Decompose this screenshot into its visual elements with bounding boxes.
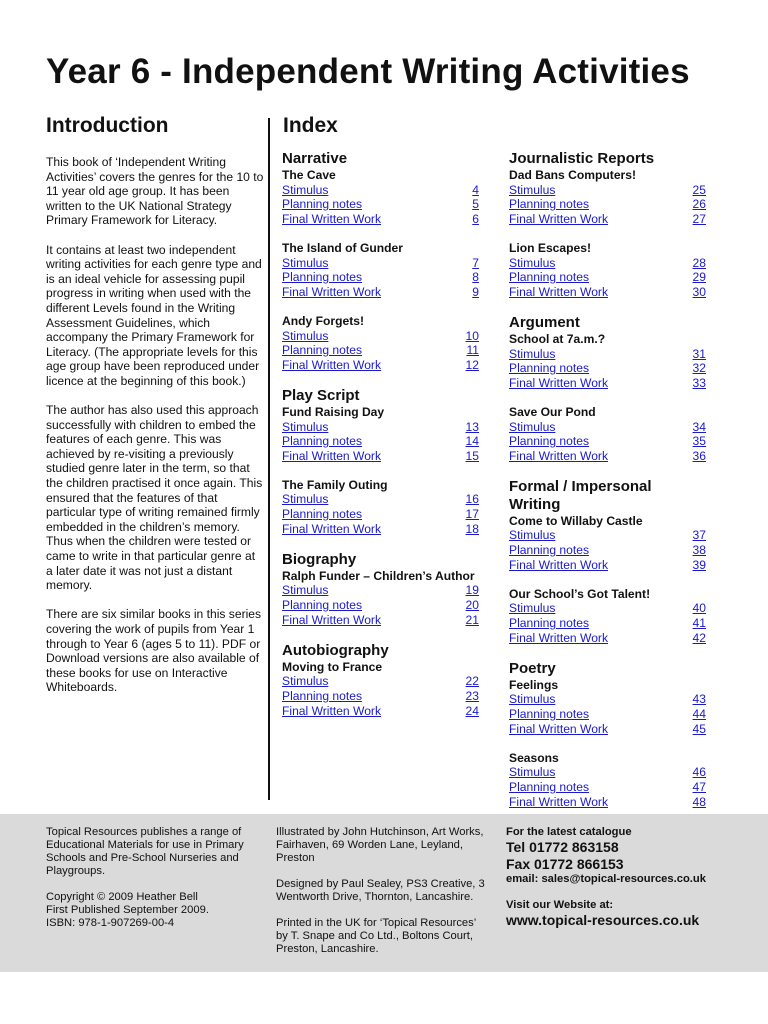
index-entry	[282, 583, 479, 598]
story-title: Dad Bans Computers!	[509, 168, 637, 182]
entry-page-link[interactable]: 33	[692, 375, 706, 390]
index-entry	[509, 285, 706, 300]
story-title: Our School’s Got Talent!	[509, 586, 651, 601]
entry-page-link[interactable]: 5	[472, 197, 479, 212]
index-entry	[509, 256, 706, 271]
entry-link-planning-notes[interactable]: Planning notes	[509, 616, 590, 631]
story-block	[509, 751, 706, 809]
story-title: The Island of Gunder	[282, 240, 403, 255]
index-entry	[509, 631, 706, 646]
entry-page-link[interactable]: 21	[465, 612, 479, 627]
entry-link-stimulus[interactable]: Stimulus	[509, 528, 556, 543]
entry-page-link[interactable]: 13	[465, 419, 479, 434]
index-entry	[509, 765, 706, 780]
story-block	[282, 478, 479, 536]
index-column-left	[282, 150, 479, 733]
story-title: Seasons	[509, 750, 559, 765]
entry-link-stimulus[interactable]: Stimulus	[509, 765, 556, 780]
entry-link-stimulus[interactable]: Stimulus	[282, 419, 329, 434]
index-entry	[282, 358, 479, 373]
intro-paragraph: This book of ‘Independent Writing Activities’ covers the genres for the 10 to 11 year old age group. It has been written to the UK National Strategy Primary Framework for Literacy.	[46, 155, 264, 228]
index-entry	[509, 270, 706, 285]
story-title: Feelings	[509, 677, 559, 692]
entry-page-link[interactable]: 40	[692, 601, 706, 616]
index-entry	[509, 616, 706, 631]
entry-link-final-written-work[interactable]: Final Written Work	[509, 284, 609, 299]
index-entry	[509, 347, 706, 362]
footer-about: Topical Resources publishes a range of Educational Materials for use in Primary Schools and Pre-School Nurseries and Playgroups.	[46, 826, 244, 877]
footer-fax: Fax 01772 866153	[506, 856, 624, 872]
story-block	[509, 241, 706, 299]
entry-page-link[interactable]: 32	[692, 361, 706, 376]
entry-link-planning-notes[interactable]: Planning notes	[509, 361, 590, 376]
entry-link-final-written-work[interactable]: Final Written Work	[282, 357, 382, 372]
footer-tel: Tel 01772 863158	[506, 839, 619, 855]
index-column-right	[509, 150, 706, 824]
entry-link-final-written-work[interactable]: Final Written Work	[282, 284, 382, 299]
story-block	[509, 332, 706, 390]
entry-page-link[interactable]: 30	[692, 284, 706, 299]
footer-isbn: ISBN: 978-1-907269-00-4	[46, 917, 175, 929]
entry-link-stimulus[interactable]: Stimulus	[509, 419, 556, 434]
story-title: The Cave	[282, 168, 336, 182]
story-title: The Family Outing	[282, 477, 388, 492]
story-block	[509, 514, 706, 572]
entry-page-link[interactable]: 37	[692, 528, 706, 543]
footer-website[interactable]: www.topical-resources.co.uk	[506, 912, 700, 928]
index-entry	[509, 197, 706, 212]
entry-page-link[interactable]: 16	[465, 492, 479, 507]
index-entry	[282, 420, 479, 435]
entry-link-final-written-work[interactable]: Final Written Work	[509, 630, 609, 645]
story-title: Come to Willaby Castle	[509, 513, 643, 528]
entry-link-planning-notes[interactable]: Planning notes	[282, 598, 363, 613]
story-block	[282, 241, 479, 299]
entry-link-final-written-work[interactable]: Final Written Work	[509, 448, 609, 463]
entry-page-link[interactable]: 24	[465, 703, 479, 718]
entry-page-link[interactable]: 39	[692, 557, 706, 572]
entry-link-stimulus[interactable]: Stimulus	[282, 328, 329, 343]
entry-page-link[interactable]: 43	[692, 692, 706, 707]
genre-formal-impersonal-writing	[509, 478, 706, 645]
index-entry	[509, 376, 706, 391]
index-entry	[282, 434, 479, 449]
entry-link-stimulus[interactable]: Stimulus	[282, 674, 329, 689]
entry-link-planning-notes[interactable]: Planning notes	[509, 779, 590, 794]
genre-title: Formal / Impersonal Writing	[509, 477, 652, 513]
footer-publisher-info	[46, 826, 258, 930]
entry-link-stimulus[interactable]: Stimulus	[509, 346, 556, 361]
entry-page-link[interactable]: 6	[472, 211, 479, 226]
intro-paragraph: There are six similar books in this series covering the work of pupils from Year 1 through to Year 6 (ages 5 to 11). PDF or Download versions are also available of these books for use on Interactive Whiteboards.	[46, 607, 262, 695]
footer-copyright: Copyright © 2009 Heather Bell	[46, 891, 198, 903]
entry-page-link[interactable]: 19	[465, 583, 479, 598]
index-entry	[282, 507, 479, 522]
entry-page-link[interactable]: 18	[465, 521, 479, 536]
footer-catalogue-label: For the latest catalogue	[506, 826, 632, 838]
entry-page-link[interactable]: 36	[692, 448, 706, 463]
entry-page-link[interactable]: 26	[692, 197, 706, 212]
genre-narrative	[282, 150, 479, 372]
entry-page-link[interactable]: 4	[472, 182, 479, 197]
entry-link-stimulus[interactable]: Stimulus	[282, 492, 329, 507]
footer-printed: Printed in the UK for ‘Topical Resources’ by T. Snape and Co Ltd., Boltons Court, Preston, Lancashire.	[276, 917, 476, 955]
entry-page-link[interactable]: 41	[692, 616, 706, 631]
entry-link-planning-notes[interactable]: Planning notes	[282, 507, 363, 522]
index-entry	[282, 270, 479, 285]
entry-link-planning-notes[interactable]: Planning notes	[282, 343, 363, 358]
entry-page-link[interactable]: 34	[692, 419, 706, 434]
intro-paragraph: The author has also used this approach successfully with children to embed the features of each genre. This was achieved by re-visiting a previously studied genre later in the term, so that the children practised it once again. This ensured that the features of that particular type of writing remained firmly embedded in the children’s memory. Thus when the children were tested or came to write in that particular genre at a later date it was not just a distant memory.	[46, 403, 263, 593]
entry-link-stimulus[interactable]: Stimulus	[282, 583, 329, 598]
entry-link-final-written-work[interactable]: Final Written Work	[282, 612, 382, 627]
column-divider	[268, 118, 270, 800]
story-block	[282, 405, 479, 463]
story-title: Andy Forgets!	[282, 313, 364, 328]
story-title: Save Our Pond	[509, 404, 596, 419]
entry-link-final-written-work[interactable]: Final Written Work	[282, 703, 382, 718]
entry-link-final-written-work[interactable]: Final Written Work	[509, 211, 609, 226]
entry-page-link[interactable]: 15	[465, 448, 479, 463]
entry-page-link[interactable]: 20	[465, 598, 479, 613]
story-title: School at 7a.m.?	[509, 331, 606, 346]
entry-link-stimulus[interactable]: Stimulus	[509, 182, 556, 197]
genre-title: Narrative	[282, 150, 348, 167]
footer-designed: Designed by Paul Sealey, PS3 Creative, 3 Wentworth Drive, Thornton, Lancashire.	[276, 878, 485, 903]
story-block	[282, 168, 479, 226]
genre-title: Biography	[282, 550, 357, 568]
footer	[0, 814, 768, 972]
entry-page-link[interactable]: 38	[692, 543, 706, 558]
genre-play-script	[282, 387, 479, 536]
index-entry	[282, 522, 479, 537]
entry-page-link[interactable]: 25	[692, 182, 706, 197]
index-entry	[509, 722, 706, 737]
index-entry	[509, 795, 706, 810]
entry-link-final-written-work[interactable]: Final Written Work	[282, 448, 382, 463]
entry-page-link[interactable]: 17	[465, 507, 479, 522]
index-entry	[282, 689, 479, 704]
index-entry	[282, 598, 479, 613]
index-entry	[509, 183, 706, 198]
story-block	[282, 314, 479, 372]
genre-title: Autobiography	[282, 641, 389, 659]
page-title: Year 6 - Independent Writing Activities	[46, 52, 690, 91]
index-entry	[282, 197, 479, 212]
entry-link-planning-notes[interactable]: Planning notes	[509, 707, 590, 721]
index-entry	[282, 256, 479, 271]
footer-email[interactable]: email: sales@topical-resources.co.uk	[506, 873, 706, 885]
entry-page-link[interactable]: 28	[692, 255, 706, 270]
entry-link-final-written-work[interactable]: Final Written Work	[509, 557, 609, 572]
index-entry	[282, 285, 479, 300]
genre-title: Poetry	[509, 659, 556, 677]
entry-page-link[interactable]: 31	[692, 346, 706, 361]
index-entry	[509, 449, 706, 464]
index-entry	[509, 780, 706, 795]
introduction-text	[46, 155, 264, 710]
entry-page-link[interactable]: 35	[692, 434, 706, 449]
entry-link-planning-notes[interactable]: Planning notes	[509, 434, 590, 449]
genre-title: Argument	[509, 313, 580, 331]
story-title: Lion Escapes!	[509, 240, 591, 255]
genre-poetry	[509, 660, 706, 809]
story-title: Moving to France	[282, 659, 383, 674]
entry-page-link[interactable]: 10	[465, 328, 479, 343]
entry-link-stimulus[interactable]: Stimulus	[282, 182, 329, 197]
story-title: Fund Raising Day	[282, 404, 385, 419]
story-block	[509, 168, 706, 226]
story-block	[509, 587, 706, 645]
footer-published: First Published September 2009.	[46, 904, 209, 916]
entry-page-link[interactable]: 47	[692, 779, 706, 794]
genre-journalistic-reports	[509, 150, 706, 299]
index-entry	[282, 704, 479, 719]
entry-link-planning-notes[interactable]: Planning notes	[282, 434, 363, 449]
entry-link-stimulus[interactable]: Stimulus	[509, 255, 556, 270]
entry-page-link[interactable]: 12	[465, 357, 479, 372]
index-entry	[509, 707, 706, 722]
index-entry	[509, 434, 706, 449]
index-entry	[509, 558, 706, 573]
index-entry	[509, 528, 706, 543]
entry-page-link[interactable]: 11	[466, 343, 479, 358]
entry-link-stimulus[interactable]: Stimulus	[509, 692, 556, 707]
entry-page-link[interactable]: 45	[692, 721, 706, 736]
entry-page-link[interactable]: 27	[692, 211, 706, 226]
index-entry	[282, 212, 479, 227]
entry-link-planning-notes[interactable]: Planning notes	[282, 270, 363, 285]
entry-page-link[interactable]: 8	[472, 270, 479, 285]
story-block	[282, 569, 479, 627]
index-entry	[282, 343, 479, 358]
story-title: Ralph Funder – Children’s Author	[282, 568, 475, 583]
index-entry	[282, 329, 479, 344]
entry-page-link[interactable]: 23	[465, 689, 479, 703]
index-entry	[282, 613, 479, 628]
story-block	[509, 405, 706, 463]
entry-link-stimulus[interactable]: Stimulus	[509, 601, 556, 616]
entry-link-planning-notes[interactable]: Planning notes	[282, 689, 363, 703]
entry-page-link[interactable]: 46	[692, 765, 706, 780]
index-heading: Index	[283, 114, 338, 137]
entry-link-planning-notes[interactable]: Planning notes	[509, 270, 590, 285]
index-entry	[282, 183, 479, 198]
entry-page-link[interactable]: 14	[465, 434, 479, 449]
index-entry	[509, 543, 706, 558]
entry-link-final-written-work[interactable]: Final Written Work	[509, 375, 609, 390]
footer-illustrated: Illustrated by John Hutchinson, Art Works, Fairhaven, 69 Worden Lane, Leyland, Preston	[276, 826, 484, 864]
story-block	[509, 678, 706, 736]
index-entry	[509, 601, 706, 616]
footer-contact	[506, 826, 756, 929]
genre-title: Play Script	[282, 386, 360, 404]
introduction-heading: Introduction	[46, 114, 169, 137]
entry-page-link[interactable]: 44	[692, 707, 706, 721]
entry-page-link[interactable]: 7	[472, 255, 479, 270]
story-block	[282, 660, 479, 718]
entry-link-final-written-work[interactable]: Final Written Work	[282, 521, 382, 536]
entry-page-link[interactable]: 22	[465, 674, 479, 689]
footer-credits	[276, 826, 490, 969]
index-entry	[509, 692, 706, 707]
genre-autobiography	[282, 642, 479, 718]
entry-page-link[interactable]: 9	[472, 284, 479, 299]
entry-link-final-written-work[interactable]: Final Written Work	[509, 794, 609, 809]
genre-biography	[282, 551, 479, 627]
index-entry	[282, 449, 479, 464]
entry-link-planning-notes[interactable]: Planning notes	[509, 543, 590, 558]
entry-page-link[interactable]: 29	[692, 270, 706, 285]
entry-link-stimulus[interactable]: Stimulus	[282, 255, 329, 270]
entry-link-planning-notes[interactable]: Planning notes	[282, 197, 363, 212]
entry-link-planning-notes[interactable]: Planning notes	[509, 197, 590, 212]
index-entry	[282, 674, 479, 689]
index-entry	[282, 492, 479, 507]
intro-paragraph: It contains at least two independent writing activities for each genre type and is an ideal vehicle for assessing pupil progress in writing when used with the different Levels found in the Writing Assessment Guidelines, which accompany the Primary Framework for Literacy. (The appropriate levels for this age group have been reproduced under licence at the beginning of this book.)	[46, 242, 262, 388]
entry-page-link[interactable]: 42	[692, 630, 706, 645]
entry-page-link[interactable]: 48	[692, 794, 706, 809]
footer-website-label: Visit our Website at:	[506, 899, 614, 911]
entry-link-final-written-work[interactable]: Final Written Work	[509, 721, 609, 736]
index-entry	[509, 420, 706, 435]
index-entry	[509, 212, 706, 227]
entry-link-final-written-work[interactable]: Final Written Work	[282, 211, 382, 226]
index-entry	[509, 361, 706, 376]
genre-argument	[509, 314, 706, 463]
genre-title: Journalistic Reports	[509, 150, 655, 167]
